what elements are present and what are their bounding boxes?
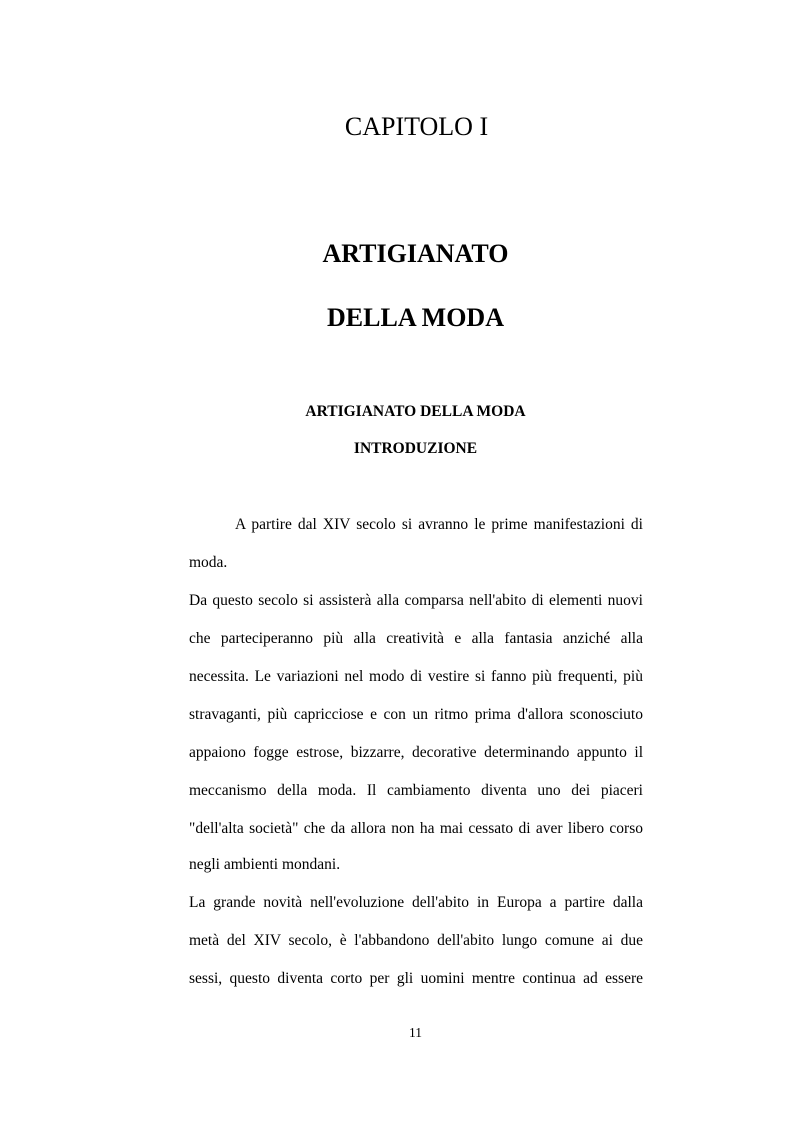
chapter-title-line-2: DELLA MODA xyxy=(327,303,504,332)
text-line: La grande novità nell'evoluzione dell'abito in Europa a partire dalla xyxy=(189,894,643,911)
chapter-title-line-1: ARTIGIANATO xyxy=(322,239,509,268)
text-line: stravaganti, più capricciose e con un ritmo prima d'allora sconosciuto xyxy=(189,706,643,723)
text-line: sessi, questo diventa corto per gli uomini mentre continua ad essere xyxy=(189,970,643,987)
page-number: 11 xyxy=(409,1025,422,1040)
text-line: negli ambienti mondani. xyxy=(189,856,341,873)
subsection-heading: INTRODUZIONE xyxy=(353,440,478,457)
text-line: moda. xyxy=(189,554,228,571)
text-line: necessita. Le variazioni nel modo di vestire si fanno più frequenti, più xyxy=(189,668,643,685)
text-line: A partire dal XIV secolo si avranno le prime manifestazioni di xyxy=(235,516,643,533)
text-line: appaiono fogge estrose, bizzarre, decorative determinando appunto il xyxy=(189,744,643,761)
text-line: Da questo secolo si assisterà alla comparsa nell'abito di elementi nuovi xyxy=(189,592,643,609)
text-line: che parteciperanno più alla creatività e alla fantasia anziché alla xyxy=(189,630,643,647)
text-line: "dell'alta società" che da allora non ha mai cessato di aver libero corso xyxy=(189,820,643,837)
text-line: meccanismo della moda. Il cambiamento diventa uno dei piaceri xyxy=(189,782,643,799)
chapter-heading: CAPITOLO I xyxy=(344,112,489,141)
text-line: metà del XIV secolo, è l'abbandono dell'abito lungo comune ai due xyxy=(189,932,643,949)
section-heading: ARTIGIANATO DELLA MODA xyxy=(305,403,526,420)
